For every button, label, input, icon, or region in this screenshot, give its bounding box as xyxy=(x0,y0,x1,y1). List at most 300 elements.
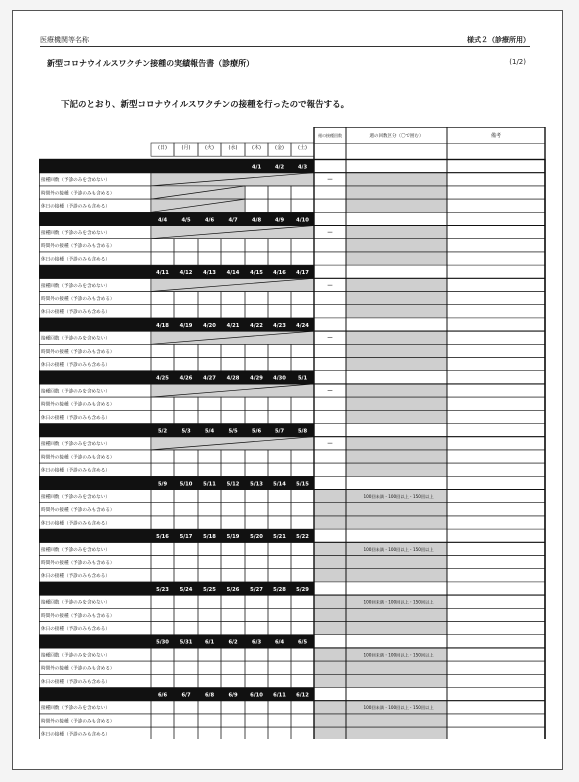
date-label: 4/12 xyxy=(179,270,193,277)
grid-cell xyxy=(447,437,545,450)
grid-cell xyxy=(245,397,268,410)
date-label: 5/14 xyxy=(273,481,286,488)
grid-cell xyxy=(447,278,545,291)
grid-cell xyxy=(447,595,545,608)
grid-cell xyxy=(245,292,268,305)
date-label: 4/29 xyxy=(250,375,263,382)
grid-cell xyxy=(174,516,198,529)
date-label: 5/9 xyxy=(157,481,168,488)
weekday-label: (日) xyxy=(158,145,167,151)
grid-cell xyxy=(174,701,198,714)
date-label: 5/27 xyxy=(250,586,263,593)
grid-cell xyxy=(245,701,268,714)
grid-cell xyxy=(151,358,174,371)
category-cell-shade xyxy=(346,437,447,477)
row-label: 接種回数（予診のみを含めない） xyxy=(41,600,110,606)
date-label: 5/18 xyxy=(203,534,216,541)
grid-cell xyxy=(268,648,291,661)
date-label: 5/15 xyxy=(296,481,309,488)
grid-cell xyxy=(314,252,346,265)
grid-cell xyxy=(198,450,221,463)
grid-cell xyxy=(245,503,268,516)
row-label: 休日の接種（予診のみも含める） xyxy=(41,310,110,316)
grid-cell xyxy=(151,714,174,727)
grid-cell xyxy=(245,490,268,503)
grid-cell xyxy=(174,727,198,739)
row-label: 時間外の接種（予診のみも含める） xyxy=(41,666,115,672)
grid-cell xyxy=(198,463,221,476)
row-label: 時間外の接種（予診のみも含める） xyxy=(41,349,115,355)
date-label: 4/23 xyxy=(273,322,286,329)
date-label: 4/10 xyxy=(296,217,309,224)
row-label: 休日の接種（予診のみも含める） xyxy=(41,679,110,685)
grid-cell xyxy=(268,661,291,674)
report-table xyxy=(39,127,547,739)
date-label: 4/15 xyxy=(250,270,263,277)
grid-cell xyxy=(221,344,245,357)
grid-cell xyxy=(268,727,291,739)
grid-cell xyxy=(221,463,245,476)
grid-cell xyxy=(268,252,291,265)
date-label: 5/29 xyxy=(296,586,309,593)
grid-cell xyxy=(198,344,221,357)
grid-cell xyxy=(314,239,346,252)
date-label: 6/6 xyxy=(157,692,168,699)
row-label: 時間外の接種（予診のみも含める） xyxy=(41,191,115,197)
grid-cell xyxy=(198,252,221,265)
grid-cell xyxy=(151,516,174,529)
grid-cell xyxy=(174,490,198,503)
grid-cell xyxy=(291,542,314,555)
category-text: 100回未満・100回以上・150回以上 xyxy=(363,705,434,711)
grid-cell xyxy=(198,608,221,621)
grid-cell xyxy=(221,542,245,555)
grid-cell xyxy=(174,556,198,569)
grid-cell xyxy=(447,622,545,635)
date-label: 4/8 xyxy=(251,217,262,224)
date-label: 5/5 xyxy=(228,428,238,435)
grid-cell xyxy=(151,490,174,503)
date-label: 5/22 xyxy=(296,534,309,541)
date-label: 6/10 xyxy=(250,692,263,699)
grid-cell xyxy=(447,490,545,503)
date-label: 5/19 xyxy=(226,534,240,541)
grid-cell xyxy=(268,674,291,687)
grid-cell xyxy=(174,648,198,661)
grid-cell xyxy=(221,622,245,635)
grid-cell xyxy=(174,608,198,621)
grid-cell xyxy=(151,661,174,674)
grid-cell xyxy=(198,397,221,410)
date-label: 4/16 xyxy=(273,270,286,277)
grid-cell xyxy=(291,344,314,357)
grid-cell xyxy=(174,252,198,265)
grid-cell xyxy=(245,661,268,674)
grid-cell xyxy=(268,516,291,529)
date-label: 5/20 xyxy=(250,534,263,541)
grid-cell xyxy=(174,292,198,305)
grid-cell xyxy=(151,252,174,265)
weekly-count-shade xyxy=(314,490,346,530)
date-label: 6/1 xyxy=(204,639,215,646)
date-label: 5/16 xyxy=(156,534,169,541)
grid-cell xyxy=(314,186,346,199)
grid-cell xyxy=(151,450,174,463)
grid-cell xyxy=(291,252,314,265)
grid-cell xyxy=(151,648,174,661)
grid-cell xyxy=(245,622,268,635)
grid-cell xyxy=(174,661,198,674)
grid-cell xyxy=(174,344,198,357)
grid-cell xyxy=(268,714,291,727)
grid-cell xyxy=(198,674,221,687)
grid-cell xyxy=(447,701,545,714)
grid-cell xyxy=(268,463,291,476)
grid-cell xyxy=(174,622,198,635)
weekly-dash: － xyxy=(326,282,334,290)
grid-cell xyxy=(221,556,245,569)
grid-cell xyxy=(268,450,291,463)
category-cell-shade xyxy=(346,331,447,371)
grid-cell xyxy=(291,556,314,569)
report-title: 新型コロナウイルスワクチン接種の実績報告書（診療所） xyxy=(47,59,255,68)
grid-cell xyxy=(198,490,221,503)
row-label: 接種回数（予診のみを含めない） xyxy=(41,389,110,395)
grid-cell xyxy=(268,239,291,252)
grid-cell xyxy=(291,292,314,305)
grid-cell xyxy=(291,622,314,635)
grid-cell xyxy=(447,674,545,687)
grid-cell xyxy=(151,569,174,582)
row-label: 時間外の接種（予診のみも含める） xyxy=(41,613,115,619)
row-label: 接種回数（予診のみを含めない） xyxy=(41,653,110,659)
grid-cell xyxy=(221,397,245,410)
grid-cell xyxy=(447,226,545,239)
grid-cell xyxy=(151,608,174,621)
grid-cell xyxy=(151,701,174,714)
grid-cell xyxy=(291,714,314,727)
grid-cell xyxy=(198,556,221,569)
grid-cell xyxy=(291,503,314,516)
grid-cell xyxy=(151,503,174,516)
date-label: 5/23 xyxy=(156,586,169,593)
grid-cell xyxy=(447,463,545,476)
date-label: 5/2 xyxy=(157,428,168,435)
grid-cell xyxy=(291,199,314,212)
header-remarks: 備考 xyxy=(490,133,502,139)
date-label: 4/7 xyxy=(228,217,238,224)
date-label: 5/30 xyxy=(156,639,169,646)
row-label: 休日の接種（予診のみも含める） xyxy=(41,521,110,527)
category-text: 100回未満・100回以上・150回以上 xyxy=(363,599,434,605)
grid-cell xyxy=(314,397,346,410)
date-label: 6/11 xyxy=(273,692,286,699)
grid-cell xyxy=(174,542,198,555)
grid-cell xyxy=(151,292,174,305)
grid-cell xyxy=(174,595,198,608)
grid-cell xyxy=(151,344,174,357)
org-name-label: 医療機関等名称 xyxy=(40,36,89,44)
grid-cell xyxy=(447,397,545,410)
grid-cell xyxy=(174,714,198,727)
grid-cell xyxy=(447,516,545,529)
grid-cell xyxy=(447,239,545,252)
date-label: 5/10 xyxy=(179,481,193,488)
date-label: 5/31 xyxy=(179,639,193,646)
header-category: 週の回数区分（〇で囲む） xyxy=(369,134,424,139)
row-label: 休日の接種（予診のみも含める） xyxy=(41,627,110,632)
date-label: 4/24 xyxy=(296,322,309,329)
grid-cell xyxy=(221,305,245,318)
grid-cell xyxy=(151,622,174,635)
grid-cell xyxy=(174,410,198,423)
grid-cell xyxy=(245,358,268,371)
grid-cell xyxy=(221,239,245,252)
grid-cell xyxy=(447,292,545,305)
grid-cell xyxy=(245,239,268,252)
grid-cell xyxy=(221,595,245,608)
grid-cell xyxy=(151,542,174,555)
form-number: 様式２（診療所用） xyxy=(467,36,530,44)
page-number: (1/2) xyxy=(509,58,526,66)
grid-cell xyxy=(198,648,221,661)
grid-cell xyxy=(447,410,545,423)
grid-cell xyxy=(291,608,314,621)
grid-cell xyxy=(221,410,245,423)
grid-cell xyxy=(268,344,291,357)
row-label: 接種回数（予診のみを含めない） xyxy=(41,178,110,184)
grid-cell xyxy=(174,239,198,252)
grid-cell xyxy=(221,674,245,687)
weekday-label: (土) xyxy=(298,145,307,151)
weekday-label: (水) xyxy=(228,145,238,151)
date-label: 5/21 xyxy=(273,534,286,541)
category-cell-shade xyxy=(346,278,447,318)
report-page xyxy=(12,10,563,770)
grid-cell xyxy=(291,516,314,529)
grid-cell xyxy=(151,727,174,739)
grid-cell xyxy=(151,674,174,687)
weekday-label: (金) xyxy=(275,145,284,151)
category-text: 100回未満・100回以上・150回以上 xyxy=(363,494,434,499)
grid-cell xyxy=(268,397,291,410)
weekday-label: (火) xyxy=(205,145,214,151)
grid-cell xyxy=(198,503,221,516)
grid-cell xyxy=(151,397,174,410)
weekday-label: (月) xyxy=(181,145,191,151)
grid-cell xyxy=(268,358,291,371)
weekly-dash: － xyxy=(326,335,334,343)
grid-cell xyxy=(198,358,221,371)
grid-cell xyxy=(447,727,545,739)
grid-cell xyxy=(221,503,245,516)
grid-cell xyxy=(314,344,346,357)
grid-cell xyxy=(291,727,314,739)
row-label: 時間外の接種（予診のみも含める） xyxy=(41,508,115,514)
grid-cell xyxy=(291,569,314,582)
category-text: 100回未満・100回以上・150回以上 xyxy=(363,652,434,658)
grid-cell xyxy=(245,674,268,687)
grid-cell xyxy=(245,252,268,265)
row-label: 休日の接種（予診のみも含める） xyxy=(41,257,110,263)
category-cell-shade xyxy=(346,226,447,266)
grid-cell xyxy=(447,608,545,621)
grid-cell xyxy=(221,292,245,305)
date-band xyxy=(39,212,314,225)
grid-cell xyxy=(198,239,221,252)
grid-cell xyxy=(291,463,314,476)
grid-cell xyxy=(447,556,545,569)
weekly-dash: － xyxy=(326,440,334,448)
date-label: 6/4 xyxy=(274,639,285,646)
grid-cell xyxy=(314,410,346,423)
header-divider xyxy=(40,46,530,47)
grid-cell xyxy=(314,292,346,305)
category-cell-shade xyxy=(346,173,447,213)
grid-cell xyxy=(198,569,221,582)
grid-cell xyxy=(198,701,221,714)
grid-cell xyxy=(268,595,291,608)
row-label: 休日の接種（予診のみも含める） xyxy=(41,415,110,421)
grid-cell xyxy=(245,556,268,569)
date-band xyxy=(39,635,314,648)
weekly-dash: － xyxy=(326,176,334,184)
grid-cell xyxy=(221,358,245,371)
date-label: 4/5 xyxy=(181,217,191,224)
grid-cell xyxy=(174,674,198,687)
date-label: 5/26 xyxy=(226,586,240,593)
row-label: 接種回数（予診のみを含めない） xyxy=(41,706,110,712)
weekly-count-shade xyxy=(314,648,346,688)
grid-cell xyxy=(151,595,174,608)
row-label: 休日の接種（予診のみも含める） xyxy=(41,204,110,210)
grid-cell xyxy=(268,490,291,503)
grid-cell xyxy=(447,305,545,318)
grid-cell xyxy=(314,450,346,463)
grid-cell xyxy=(447,503,545,516)
date-label: 5/3 xyxy=(181,428,191,435)
grid-cell xyxy=(198,622,221,635)
grid-cell xyxy=(198,661,221,674)
grid-cell xyxy=(174,305,198,318)
right-block-frame xyxy=(314,127,545,739)
date-label: 5/1 xyxy=(297,375,308,382)
date-label: 6/8 xyxy=(204,692,215,699)
grid-cell xyxy=(198,410,221,423)
grid-cell xyxy=(447,542,545,555)
date-label: 4/11 xyxy=(156,270,169,277)
grid-cell xyxy=(447,344,545,357)
date-label: 5/13 xyxy=(250,481,263,488)
date-label: 5/4 xyxy=(204,428,215,435)
row-label: 休日の接種（予診のみも含める） xyxy=(41,363,110,368)
date-label: 5/8 xyxy=(297,428,308,435)
grid-cell xyxy=(245,542,268,555)
row-label: 時間外の接種（予診のみも含める） xyxy=(41,455,115,461)
date-band xyxy=(39,424,314,437)
grid-cell xyxy=(314,463,346,476)
grid-cell xyxy=(245,608,268,621)
row-label: 休日の接種（予診のみも含める） xyxy=(41,732,110,738)
date-label: 4/3 xyxy=(297,164,308,171)
date-label: 6/5 xyxy=(297,639,308,646)
grid-cell xyxy=(291,186,314,199)
grid-cell xyxy=(291,648,314,661)
grid-cell xyxy=(291,661,314,674)
grid-cell xyxy=(245,648,268,661)
grid-cell xyxy=(268,542,291,555)
row-label: 休日の接種（予診のみも含める） xyxy=(41,574,110,580)
grid-cell xyxy=(268,608,291,621)
date-band xyxy=(39,160,314,173)
grid-cell xyxy=(245,344,268,357)
date-label: 4/26 xyxy=(179,375,193,382)
date-label: 5/25 xyxy=(203,586,216,593)
weekly-count-shade xyxy=(314,595,346,635)
date-label: 4/18 xyxy=(156,322,169,329)
date-label: 5/6 xyxy=(251,428,262,435)
date-label: 4/4 xyxy=(157,217,168,224)
grid-cell xyxy=(447,173,545,186)
row-label: 接種回数（予診のみを含めない） xyxy=(41,442,110,448)
grid-cell xyxy=(245,450,268,463)
header-weekly-count: 週の接種回数 xyxy=(318,133,342,138)
grid-cell xyxy=(291,239,314,252)
grid-cell xyxy=(198,714,221,727)
grid-cell xyxy=(151,410,174,423)
grid-cell xyxy=(221,569,245,582)
grid-cell xyxy=(174,463,198,476)
grid-cell xyxy=(245,410,268,423)
grid-cell xyxy=(447,714,545,727)
grid-cell xyxy=(221,701,245,714)
date-label: 6/12 xyxy=(296,692,309,699)
grid-cell xyxy=(314,199,346,212)
date-label: 4/19 xyxy=(179,322,193,329)
date-label: 6/9 xyxy=(228,692,238,699)
grid-cell xyxy=(198,727,221,739)
row-label: 休日の接種（予診のみも含める） xyxy=(41,468,110,474)
grid-cell xyxy=(221,516,245,529)
date-label: 6/3 xyxy=(251,639,262,646)
grid-cell xyxy=(447,648,545,661)
grid-cell xyxy=(447,569,545,582)
grid-cell xyxy=(314,358,346,371)
grid-cell xyxy=(198,305,221,318)
grid-cell xyxy=(221,252,245,265)
grid-cell xyxy=(268,199,291,212)
row-label: 接種回数（予診のみを含めない） xyxy=(41,231,110,236)
grid-cell xyxy=(447,384,545,397)
date-label: 5/17 xyxy=(179,534,193,541)
grid-cell xyxy=(447,252,545,265)
date-label: 4/28 xyxy=(226,375,240,382)
grid-cell xyxy=(151,463,174,476)
grid-cell xyxy=(198,595,221,608)
grid-cell xyxy=(221,648,245,661)
date-label: 5/7 xyxy=(274,428,285,435)
date-label: 4/21 xyxy=(226,322,240,329)
grid-cell xyxy=(245,569,268,582)
grid-cell xyxy=(268,556,291,569)
date-label: 4/25 xyxy=(156,375,169,382)
date-label: 4/14 xyxy=(226,270,240,277)
grid-cell xyxy=(291,410,314,423)
category-cell-shade xyxy=(346,384,447,424)
grid-cell xyxy=(268,569,291,582)
grid-cell xyxy=(221,727,245,739)
date-label: 4/2 xyxy=(274,164,285,171)
